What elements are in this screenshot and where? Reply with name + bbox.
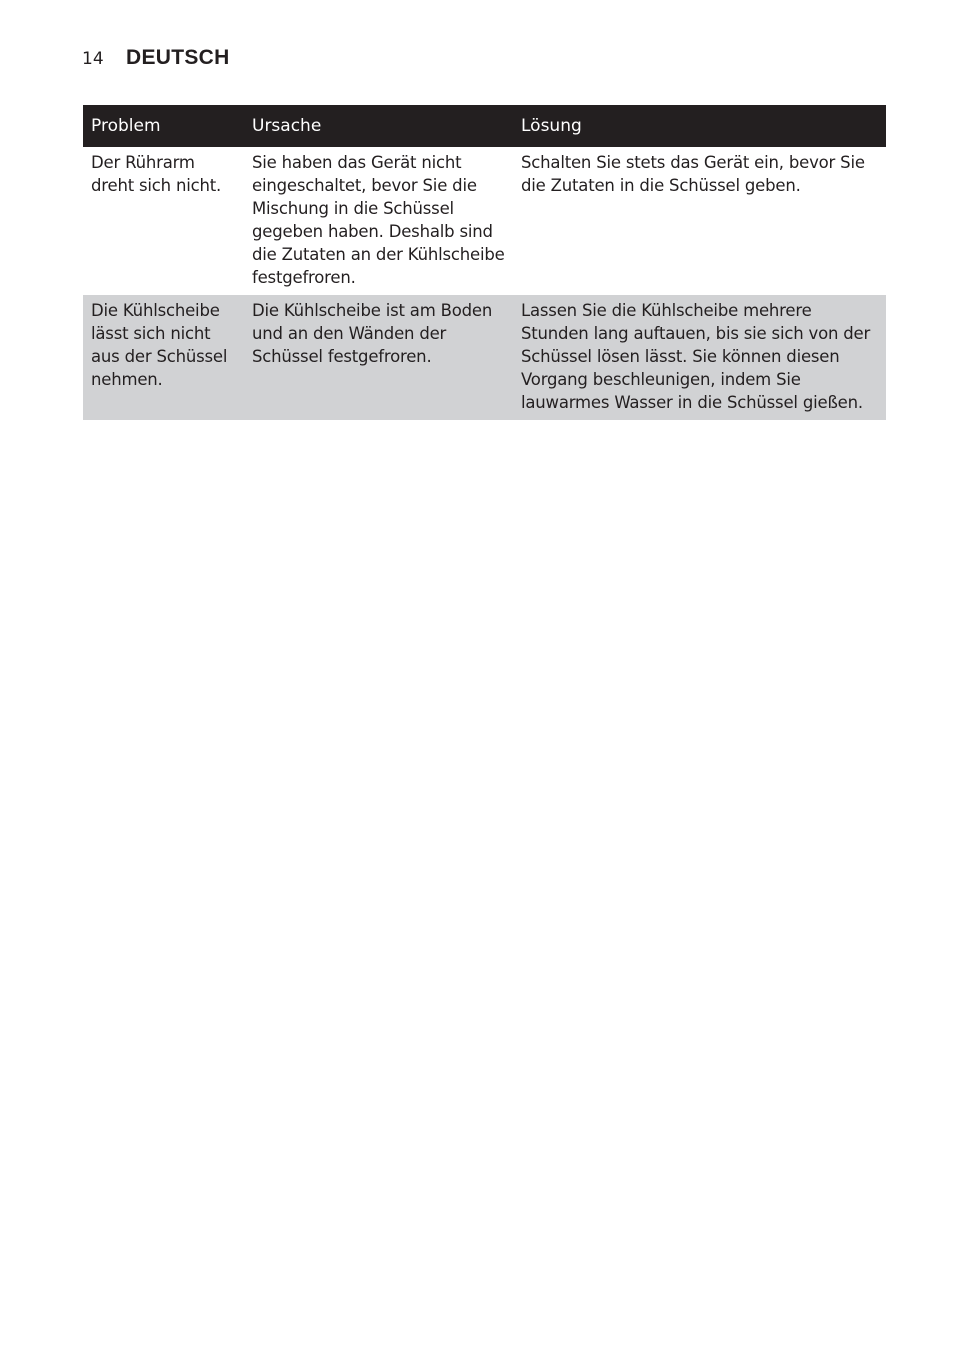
troubleshooting-table [83,105,886,420]
table-header-row [83,105,886,147]
cell-problem: Die Kühlscheibe lässt sich nicht aus der Schüssel nehmen. [83,295,244,420]
table-body [83,147,886,420]
table-header [83,105,886,147]
cell-solution: Schalten Sie stets das Gerät ein, bevor Sie die Zutaten in die Schüssel geben. [513,147,886,295]
table-row [83,295,886,420]
cell-problem: Der Rührarm dreht sich nicht. [83,147,244,295]
cell-cause: Sie haben das Gerät nicht eingeschaltet, bevor Sie die Mischung in die Schüssel gegeben haben. Deshalb sind die Zutaten an der Kühlscheibe festgefroren. [244,147,513,295]
column-header-problem: Problem [83,105,244,147]
page-number: 14 [82,49,104,69]
page-header [82,46,230,76]
table-row [83,147,886,295]
cell-cause: Die Kühlscheibe ist am Boden und an den Wänden der Schüssel festgefroren. [244,295,513,420]
column-header-cause: Ursache [244,105,513,147]
column-header-solution: Lösung [513,105,886,147]
section-title: DEUTSCH [126,46,230,69]
cell-solution: Lassen Sie die Kühlscheibe mehrere Stunden lang auftauen, bis sie sich von der Schüssel lösen lässt. Sie können diesen Vorgang beschleunigen, indem Sie lauwarmes Wasser in die Schüssel gießen. [513,295,886,420]
